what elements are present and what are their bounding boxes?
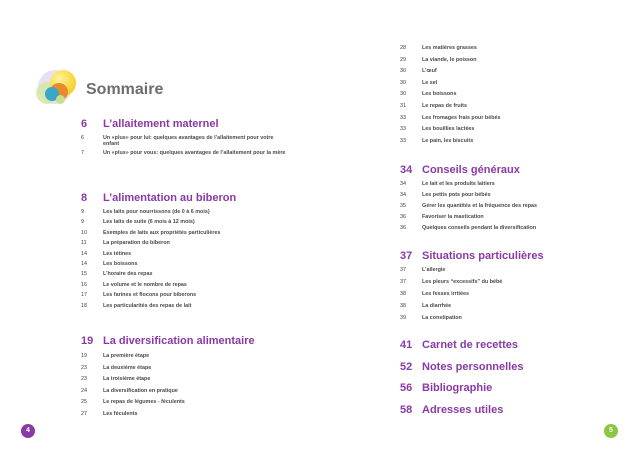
- toc-section-biberon: [81, 191, 296, 313]
- section-title: Carnet de recettes: [422, 339, 518, 351]
- entry-page: 28: [400, 45, 406, 51]
- entry-text: La troisième étape: [103, 376, 151, 382]
- entry-page: 6: [81, 135, 84, 141]
- toc-entry[interactable]: [81, 388, 296, 400]
- entry-text: Les laits pour nourrissons (de 0 à 6 mois): [103, 209, 210, 215]
- entry-page: 7: [81, 150, 84, 157]
- page-number-badge-left: 4: [21, 424, 35, 438]
- toc-entry[interactable]: [400, 181, 600, 192]
- entry-page: 30: [400, 68, 406, 75]
- entry-page: 11: [81, 240, 87, 247]
- entry-text: Gérer les quantités et la fréquence des repas: [422, 203, 538, 209]
- section-number: 6: [81, 118, 88, 130]
- toc-entry[interactable]: [81, 209, 296, 219]
- entry-text: La viande, le poisson: [422, 56, 477, 63]
- entry-page: 24: [81, 387, 87, 394]
- entry-page: 37: [400, 267, 406, 273]
- entry-page: 34: [400, 181, 406, 187]
- entry-page: 17: [81, 292, 87, 299]
- toc-entry[interactable]: [400, 57, 600, 69]
- section-title: Conseils généraux: [422, 164, 520, 176]
- toc-entry[interactable]: [400, 225, 600, 236]
- entry-text: La diarrhée: [422, 303, 452, 309]
- entry-text: Exemples de laits aux propriétés particulières: [103, 229, 221, 236]
- toc-continued-list: [400, 45, 600, 149]
- entry-text: Les particularités des repas de lait: [103, 302, 192, 309]
- entry-text: Les boissons: [103, 260, 138, 267]
- entry-text: Favoriser la mastication: [422, 214, 484, 220]
- entry-text: Les fromages frais pour bébés: [422, 114, 501, 121]
- toc-entry[interactable]: [81, 150, 296, 156]
- entry-page: 14: [81, 260, 87, 267]
- entry-text: Un «plus» pour lui: quelques avantages de l’allaitement pour votre enfant: [103, 135, 274, 148]
- entry-text: La constipation: [422, 315, 462, 321]
- section-title: L’allaitement maternel: [103, 118, 219, 130]
- toc-section-allaitement: [81, 117, 296, 157]
- entry-page: 23: [81, 364, 87, 371]
- toc-entry[interactable]: [400, 45, 600, 57]
- toc-entry[interactable]: [81, 271, 296, 281]
- section-number: 34: [400, 164, 413, 176]
- entry-page: 29: [400, 56, 406, 63]
- toc-section-conseils: [400, 163, 600, 236]
- entry-page: 30: [400, 91, 406, 98]
- entry-page: 37: [400, 279, 406, 285]
- toc-entry[interactable]: [81, 261, 296, 271]
- toc-entry[interactable]: [81, 282, 296, 292]
- toc-entry[interactable]: [400, 192, 600, 203]
- section-heading[interactable]: [400, 338, 600, 360]
- toc-entry[interactable]: [81, 411, 296, 423]
- circle-decoration: [56, 95, 65, 104]
- entry-page: 15: [81, 271, 87, 278]
- toc-final-sections: [400, 338, 600, 424]
- entry-page: 10: [81, 229, 87, 236]
- entry-text: Les petits pots pour bébés: [422, 192, 491, 198]
- toc-entry[interactable]: [81, 292, 296, 302]
- toc-entry[interactable]: [400, 80, 600, 92]
- page-number-badge-right: 5: [604, 424, 618, 438]
- section-heading[interactable]: [400, 360, 600, 382]
- entry-text: Le repas de légumes - féculents: [103, 399, 185, 405]
- entry-page: 9: [81, 209, 84, 215]
- section-title: Situations particulières: [422, 250, 544, 262]
- entry-page: 14: [81, 250, 87, 257]
- toc-entry[interactable]: [400, 126, 600, 138]
- entry-page: 30: [400, 79, 406, 86]
- toc-entry[interactable]: [400, 68, 600, 80]
- toc-section-situations: [400, 249, 615, 327]
- entry-page: 25: [81, 399, 87, 405]
- entry-text: Les tétines: [103, 250, 132, 257]
- section-heading[interactable]: [400, 381, 600, 403]
- entry-page: 16: [81, 281, 87, 288]
- entry-page: 38: [400, 291, 406, 297]
- section-number: 19: [81, 335, 94, 347]
- toc-entry[interactable]: [81, 376, 296, 388]
- toc-entry[interactable]: [81, 219, 296, 229]
- section-heading[interactable]: [400, 249, 615, 263]
- section-title: Adresses utiles: [422, 403, 504, 416]
- entry-page: 19: [81, 353, 87, 359]
- toc-entry[interactable]: [81, 399, 296, 411]
- section-number: 37: [400, 250, 413, 262]
- entry-text: La diversification en pratique: [103, 387, 178, 394]
- entry-text: Le repas de fruits: [422, 102, 467, 109]
- entry-page: 35: [400, 203, 406, 209]
- toc-entry[interactable]: [400, 315, 615, 327]
- entry-page: 33: [400, 137, 406, 144]
- entry-text: Le pain, les biscuits: [422, 137, 474, 144]
- toc-entry[interactable]: [81, 135, 296, 147]
- toc-section-diversification: [81, 334, 296, 422]
- toc-entry[interactable]: [400, 279, 615, 291]
- entry-page: 27: [81, 410, 87, 417]
- entry-page: 33: [400, 126, 406, 133]
- entry-page: 39: [400, 315, 406, 321]
- section-heading[interactable]: [81, 334, 296, 348]
- toc-entry[interactable]: [81, 240, 296, 250]
- entry-text: Les féculents: [103, 410, 138, 417]
- toc-entry[interactable]: [400, 115, 600, 127]
- entry-text: Le lait et les produits laitiers: [422, 181, 495, 187]
- section-number: 58: [400, 403, 413, 416]
- entry-text: Les fesses irritées: [422, 291, 470, 297]
- entry-text: Les farines et flocons pour biberons: [103, 292, 197, 299]
- toc-entry[interactable]: [81, 353, 296, 365]
- section-title: La diversification alimentaire: [103, 335, 255, 347]
- toc-entry[interactable]: [400, 267, 615, 279]
- toc-entry[interactable]: [81, 303, 296, 313]
- entry-text: Les pleurs “excessifs” du bébé: [422, 279, 503, 285]
- entry-text: L’œuf: [422, 68, 437, 75]
- section-title: Bibliographie: [422, 382, 493, 394]
- section-heading[interactable]: [81, 191, 296, 205]
- toc-entry[interactable]: [400, 291, 615, 303]
- section-number: 8: [81, 192, 88, 204]
- entry-page: 31: [400, 102, 406, 109]
- entry-text: L’allergie: [422, 267, 446, 273]
- section-number: 52: [400, 360, 413, 373]
- section-heading[interactable]: [81, 117, 296, 131]
- section-heading[interactable]: [400, 403, 600, 425]
- section-number: 41: [400, 339, 413, 351]
- page-title: Sommaire: [86, 81, 164, 98]
- toc-entry[interactable]: [81, 251, 296, 261]
- entry-text: Le sel: [422, 79, 438, 86]
- entry-page: 33: [400, 114, 406, 121]
- entry-text: Les laits de suite (6 mois à 12 mois): [103, 219, 195, 226]
- entry-text: Un «plus» pour vous: quelques avantages de l’allaitement pour la mère: [103, 150, 286, 157]
- section-title: Notes personnelles: [422, 360, 524, 373]
- toc-entry[interactable]: [400, 214, 600, 225]
- section-title: L’alimentation au biberon: [103, 192, 237, 204]
- toc-entry[interactable]: [81, 230, 296, 240]
- entry-text: Le volume et le nombre de repas: [103, 281, 187, 288]
- entry-text: Les bouillies lactées: [422, 126, 475, 133]
- toc-entry[interactable]: [400, 138, 600, 150]
- entry-page: 23: [81, 376, 87, 382]
- toc-entry[interactable]: [400, 203, 600, 214]
- entry-page: 9: [81, 219, 84, 226]
- entry-page: 38: [400, 303, 406, 309]
- entry-text: L’horaire des repas: [103, 271, 153, 278]
- entry-text: La préparation du biberon: [103, 240, 170, 247]
- toc-entry[interactable]: [81, 365, 296, 377]
- entry-text: Les matières grasses: [422, 45, 477, 51]
- entry-page: 36: [400, 225, 406, 231]
- section-heading[interactable]: [400, 163, 600, 177]
- toc-entry[interactable]: [400, 303, 615, 315]
- entry-page: 34: [400, 192, 406, 198]
- toc-entry[interactable]: [400, 103, 600, 115]
- entry-text: Quelques conseils pendant la diversification: [422, 225, 537, 231]
- entry-text: Les boissons: [422, 91, 457, 98]
- entry-page: 18: [81, 302, 87, 309]
- toc-entry[interactable]: [400, 91, 600, 103]
- section-number: 56: [400, 382, 413, 394]
- entry-text: La deuxième étape: [103, 364, 152, 371]
- entry-page: 36: [400, 214, 406, 220]
- entry-text: La première étape: [103, 353, 150, 359]
